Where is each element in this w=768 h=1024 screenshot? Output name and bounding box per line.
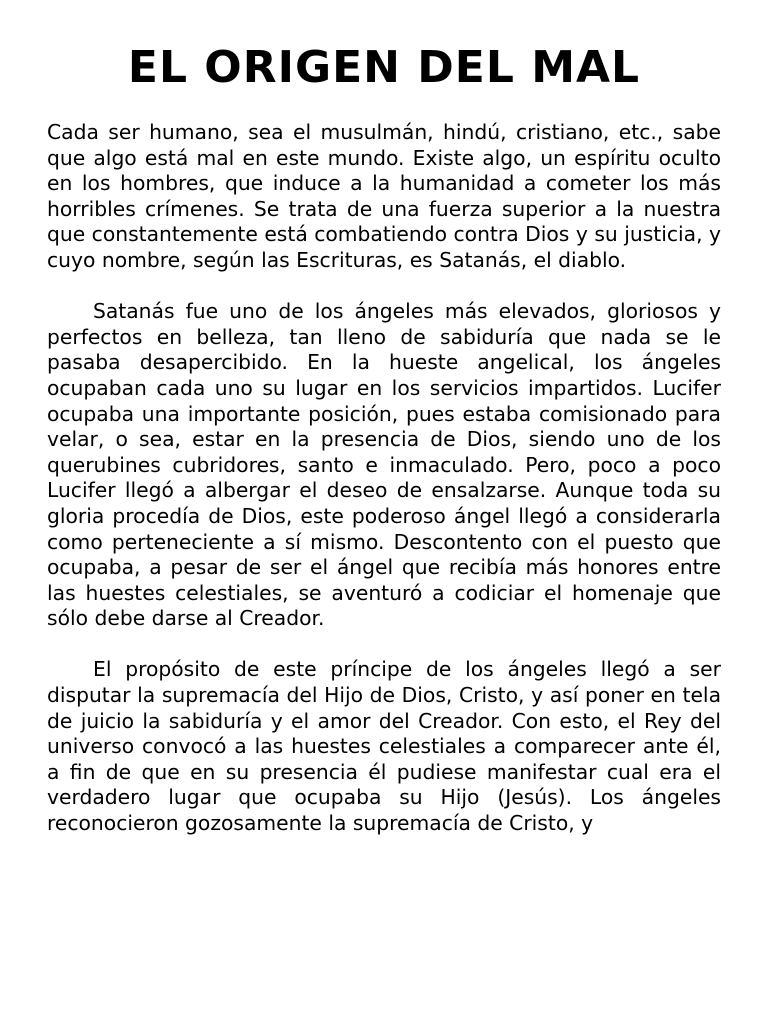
paragraph-1: Cada ser humano, sea el musulmán, hindú, cristiano, etc., sabe que algo está mal en este mundo. Existe algo, un espíritu oculto en los hombres, que induce a la humanidad a cometer los más horribles crímenes. Se trata de una fuerza superior a la nuestra que constantemente está combatiendo contra Dios y su justicia, y cuyo nombre, según las Escrituras, es Satanás, el diablo. bbox=[47, 120, 721, 272]
document-body bbox=[47, 120, 721, 837]
document-title: EL ORIGEN DEL MAL bbox=[127, 42, 641, 93]
paragraph-3: El propósito de este príncipe de los ángeles llegó a ser disputar la supremacía del Hijo de Dios, Cristo, y así poner en tela de juicio la sabiduría y el amor del Creador. Con esto, el Rey del universo convocó a las huestes celestiales a comparecer ante él, a fin de que en su presencia él pudiese manifestar cual era el verdadero lugar que ocupaba su Hijo (Jesús). Los ángeles reconocieron gozosamente la supremacía de Cristo, y bbox=[47, 657, 721, 836]
paragraph-2: Satanás fue uno de los ángeles más elevados, gloriosos y perfectos en belleza, tan lleno de sabiduría que nada se le pasaba desapercibido. En la hueste angelical, los ángeles ocupaban cada uno su lugar en los servicios impartidos. Lucifer ocupaba una importante posición, pues estaba comisionado para velar, o sea, estar en la presencia de Dios, siendo uno de los querubines cubridores, santo e inmaculado. Pero, poco a poco Lucifer llegó a albergar el deseo de ensalzarse. Aunque toda su gloria procedía de Dios, este poderoso ángel llegó a considerarla como perteneciente a sí mismo. Descontento con el puesto que ocupaba, a pesar de ser el ángel que recibía más honores entre las huestes celestiales, se aventuró a codiciar el homenaje que sólo debe darse al Creador. bbox=[47, 299, 721, 631]
